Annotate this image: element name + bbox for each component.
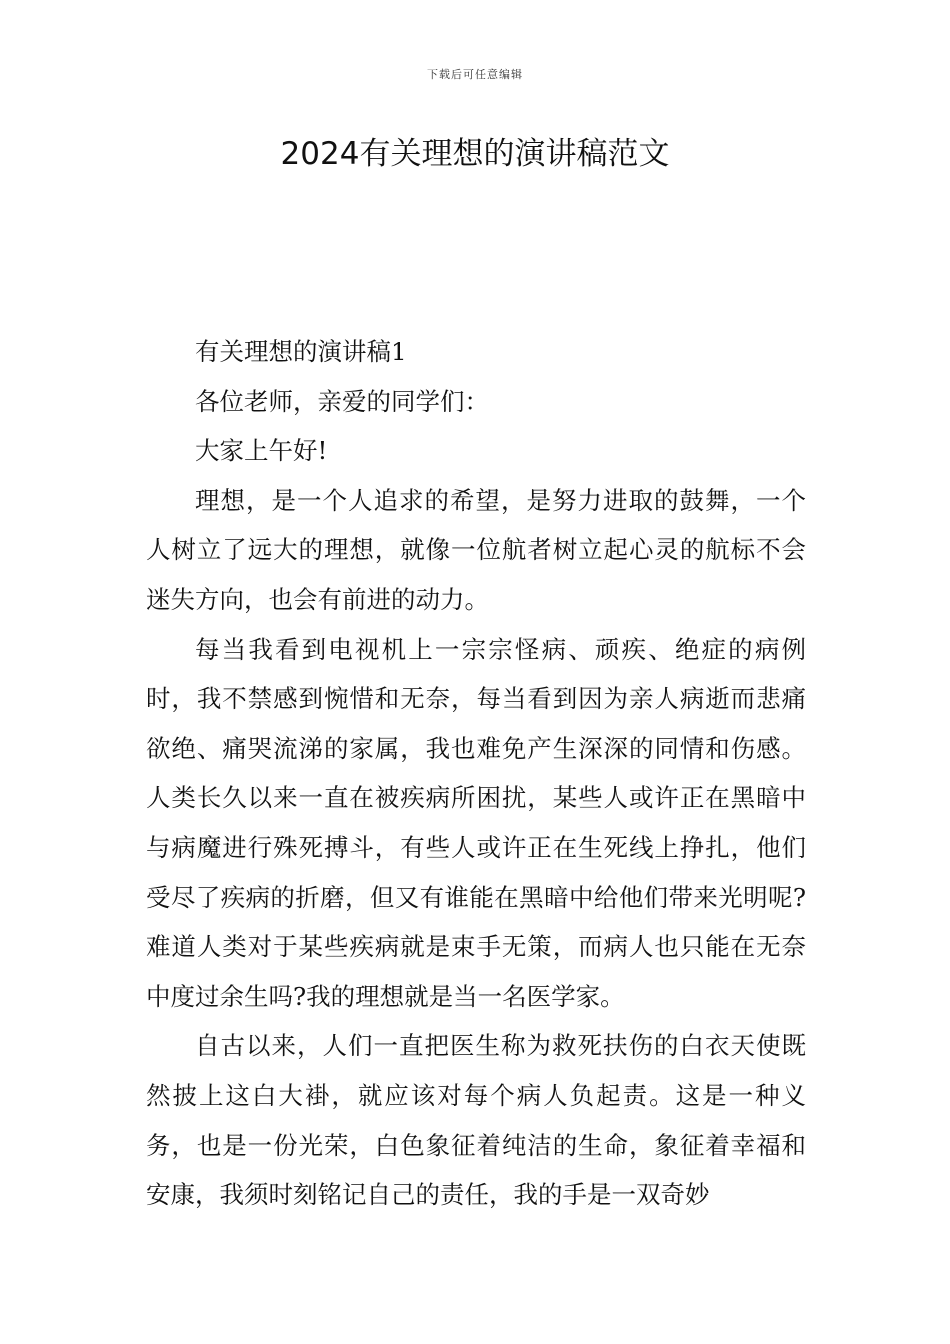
document-body <box>146 327 806 1220</box>
page-header-note: 下载后可任意编辑 <box>427 68 523 81</box>
paragraph-body: 理想，是一个人追求的希望，是努力进取的鼓舞，一个人树立了远大的理想，就像一位航者树立起心灵的航标不会迷失方向，也会有前进的动力。 <box>146 485 806 614</box>
paragraph-body: 每当我看到电视机上一宗宗怪病、顽疾、绝症的病例时，我不禁感到惋惜和无奈，每当看到因为亲人病逝而悲痛欲绝、痛哭流涕的家属，我也难免产生深深的同情和伤感。人类长久以来一直在被疾病所困扰，某些人或许正在黑暗中与病魔进行殊死搏斗，有些人或许正在生死线上挣扎，他们受尽了疾病的折磨，但又有谁能在黑暗中给他们带来光明呢?难道人类对于某些疾病就是束手无策，而病人也只能在无奈中度过余生吗?我的理想就是当一名医学家。 <box>146 634 806 1011</box>
paragraph-salutation: 各位老师，亲爱的同学们： <box>195 386 489 416</box>
paragraph-heading: 有关理想的演讲稿1 <box>195 337 407 366</box>
document-title: 2024有关理想的演讲稿范文 <box>280 136 670 172</box>
paragraph-greeting: 大家上午好! <box>195 436 328 466</box>
paragraph-body: 自古以来，人们一直把医生称为救死扶伤的白衣天使既然披上这白大褂，就应该对每个病人负起责。这是一种义务，也是一份光荣，白色象征着纯洁的生命，象征着幸福和安康，我须时刻铭记自己的责任，我的手是一双奇妙 <box>146 1031 806 1210</box>
